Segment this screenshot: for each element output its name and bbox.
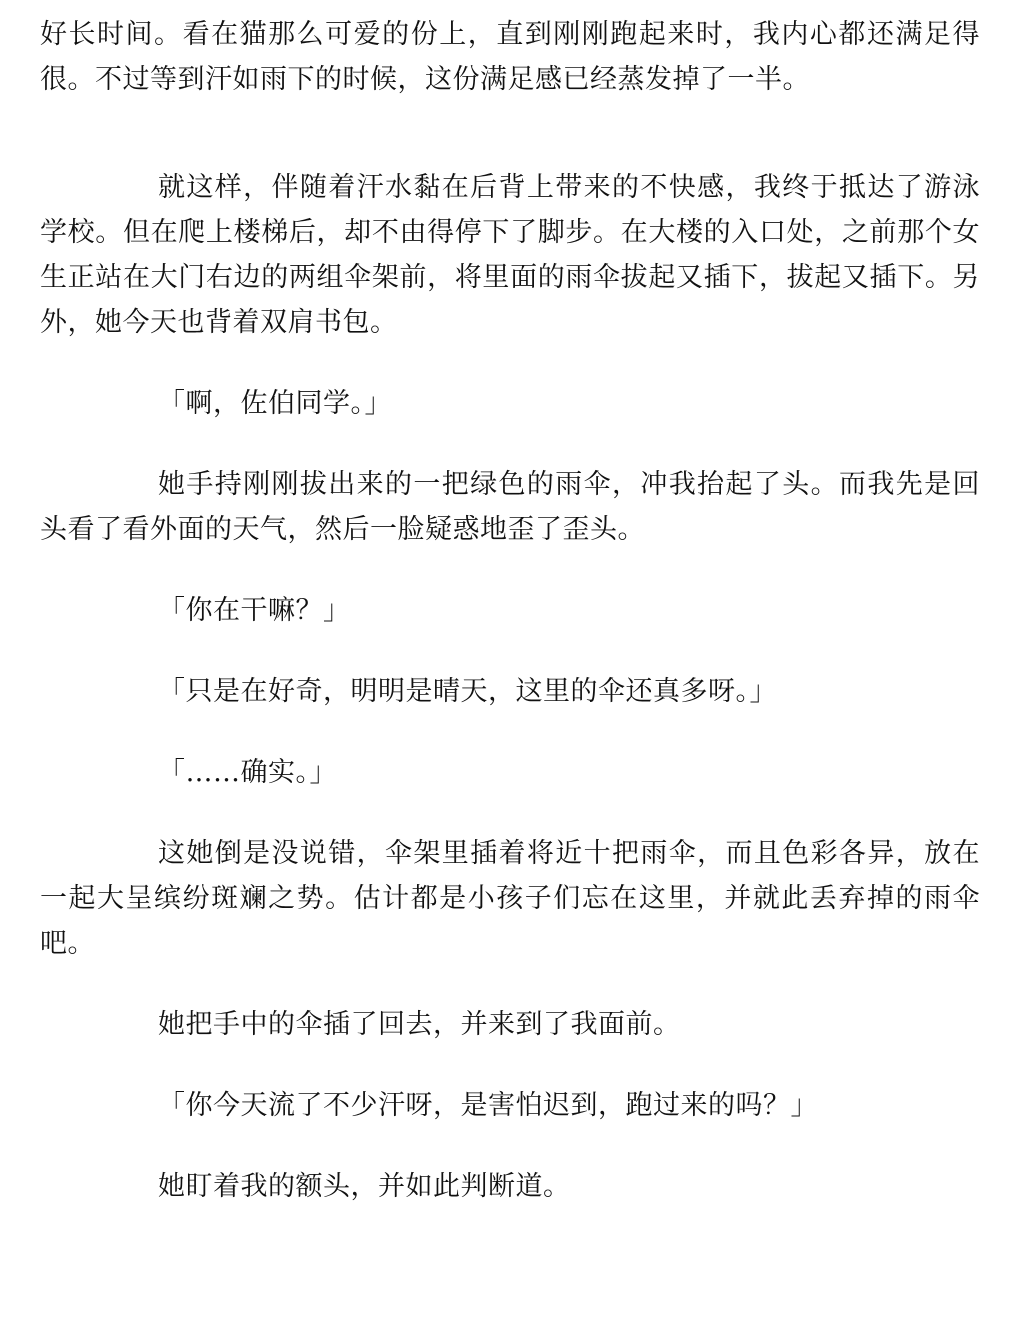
dialogue-line: 「啊，佐伯同学。」 <box>158 388 392 419</box>
paragraph: 这她倒是没说错，伞架里插着将近十把雨伞，而且色彩各异，放在一起大呈缤纷斑斓之势。估计都是小孩子们忘在这里，并就此丢弃掉的雨伞吧。 <box>40 838 980 959</box>
dialogue-line: 「你今天流了不少汗呀，是害怕迟到，跑过来的吗？」 <box>158 1090 818 1121</box>
document-page <box>40 12 980 1209</box>
paragraph: 她手持刚刚拔出来的一把绿色的雨伞，冲我抬起了头。而我先是回头看了看外面的天气，然后一脸疑惑地歪了歪头。 <box>40 469 980 545</box>
paragraph: 她盯着我的额头，并如此判断道。 <box>158 1171 571 1202</box>
paragraph-continued: 好长时间。看在猫那么可爱的份上，直到刚刚跑起来时，我内心都还满足得很。不过等到汗如雨下的时候，这份满足感已经蒸发掉了一半。 <box>40 19 980 95</box>
dialogue-line: 「……确实。」 <box>158 757 337 788</box>
dialogue-line: 「你在干嘛？」 <box>158 595 351 626</box>
paragraph: 就这样，伴随着汗水黏在后背上带来的不快感，我终于抵达了游泳学校。但在爬上楼梯后，却不由得停下了脚步。在大楼的入口处，之前那个女生正站在大门右边的两组伞架前，将里面的雨伞拔起又插下，拔起又插下。另外，她今天也背着双肩书包。 <box>40 172 980 338</box>
dialogue-line: 「只是在好奇，明明是晴天，这里的伞还真多呀。」 <box>158 676 777 707</box>
paragraph: 她把手中的伞插了回去，并来到了我面前。 <box>158 1009 681 1040</box>
